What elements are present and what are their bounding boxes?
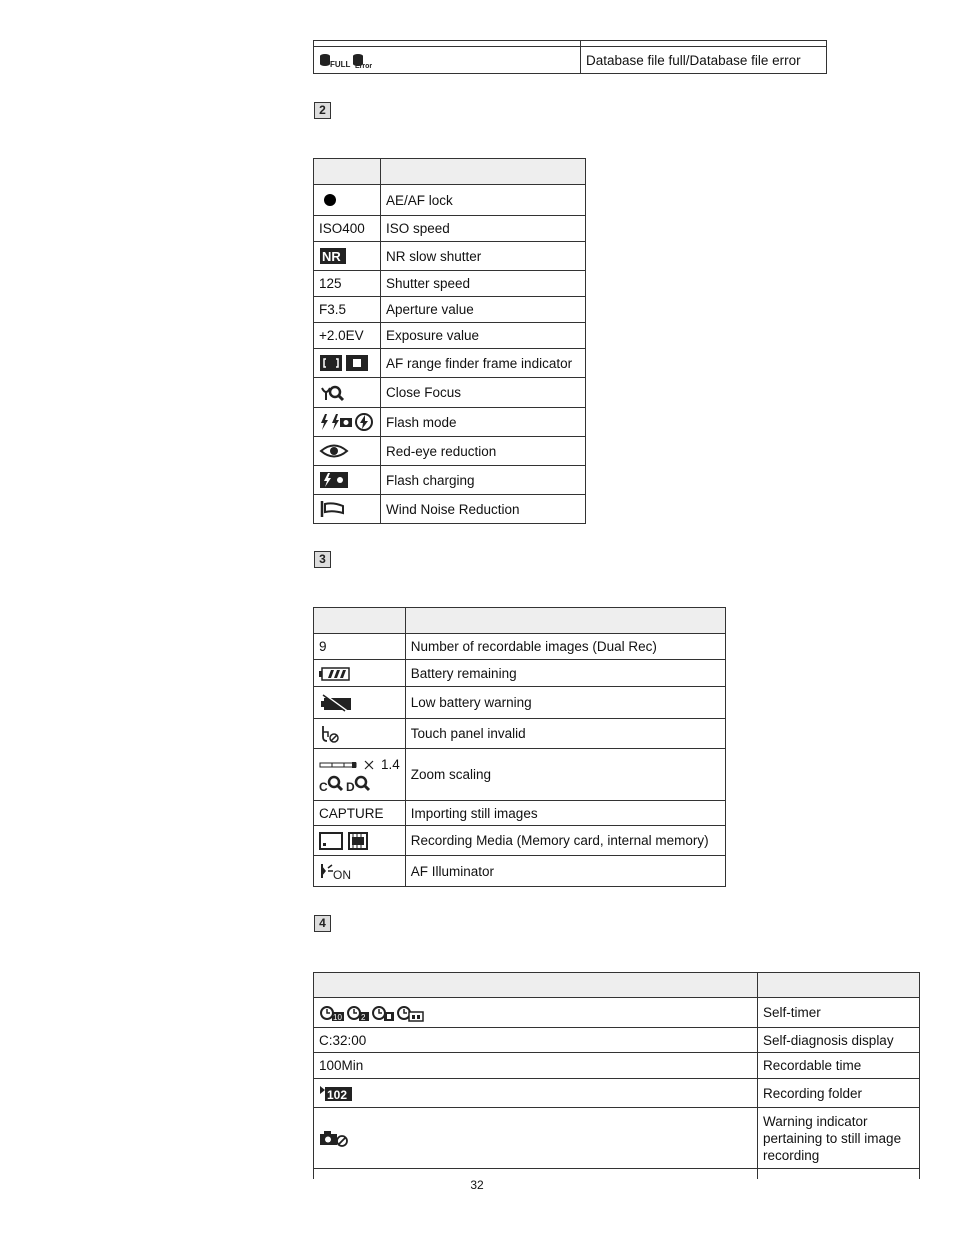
zoom-scaling-icon: 1.4 [319, 756, 400, 773]
table-row: C:32:00 Self-diagnosis display [314, 1028, 920, 1053]
table-row: 10 2 Self-timer [314, 998, 920, 1028]
table-row: 9 Number of recordable images (Dual Rec) [314, 634, 726, 660]
af-illuminator-icon [319, 862, 359, 880]
self-timer-icon [319, 1004, 427, 1022]
wind-noise-icon [319, 500, 347, 518]
table-row: NR NR slow shutter [314, 242, 586, 271]
flash-charging-icon [319, 471, 349, 489]
page-number: 32 [470, 1178, 484, 1192]
table-row: Low battery warning [314, 687, 726, 719]
svg-text:102: 102 [327, 1088, 348, 1103]
table-row: AF range finder frame indicator [314, 349, 586, 378]
table-row: Warning indicator pertaining to still image recording [314, 1108, 920, 1169]
table-section-4 [313, 972, 920, 1179]
section-number-3: 3 [314, 551, 331, 568]
table-row: Close Focus [314, 378, 586, 408]
table-row: Recording Media (Memory card, internal memory) [314, 826, 726, 856]
table-row: Flash charging [314, 466, 586, 495]
table-row: 1.4 C D Zoom scaling [314, 749, 726, 801]
still-warning-icon [319, 1129, 349, 1147]
red-eye-icon [319, 442, 349, 460]
table-row: F3.5 Aperture value [314, 297, 586, 323]
table-row: ISO400 ISO speed [314, 216, 586, 242]
af-frame-icon [319, 354, 371, 372]
table-row: Touch panel invalid [314, 719, 726, 749]
table-row: 102 Recording folder [314, 1079, 920, 1108]
table-row: Flash mode [314, 408, 586, 437]
table-row: Red-eye reduction [314, 437, 586, 466]
recording-folder-icon [319, 1084, 353, 1102]
svg-text:C: C [319, 780, 328, 793]
table-row: +2.0EV Exposure value [314, 323, 586, 349]
svg-text:2: 2 [361, 1012, 366, 1022]
table-row: AE/AF lock [314, 185, 586, 216]
ae-af-lock-icon [319, 191, 337, 209]
battery-icon [319, 666, 351, 682]
svg-text:NR: NR [322, 249, 341, 265]
table-section-3 [313, 607, 726, 887]
recording-media-icon [319, 832, 369, 850]
nr-icon [319, 247, 347, 265]
table-row: ON AF Illuminator [314, 856, 726, 887]
close-focus-icon [319, 384, 345, 402]
table-row: 100Min Recordable time [314, 1053, 920, 1079]
table-row: CAPTURE Importing still images [314, 801, 726, 826]
table-row: Wind Noise Reduction [314, 495, 586, 524]
table-section-2 [313, 158, 586, 524]
table-row [314, 47, 827, 74]
svg-text:Error: Error [355, 62, 373, 69]
database-full-error-icon [319, 53, 381, 69]
flash-mode-icon [319, 413, 375, 431]
low-battery-icon [319, 694, 353, 712]
table-row: Battery remaining [314, 660, 726, 687]
svg-text:10: 10 [333, 1012, 342, 1022]
table-database [313, 40, 827, 74]
svg-text:D: D [346, 780, 355, 793]
table-row: 125 Shutter speed [314, 271, 586, 297]
svg-text:FULL: FULL [330, 59, 351, 69]
svg-text:ON: ON [333, 868, 351, 881]
description: Database file full/Database file error [581, 47, 827, 74]
section-number-4: 4 [314, 915, 331, 932]
touch-invalid-icon [319, 725, 341, 743]
section-number-2: 2 [314, 102, 331, 119]
